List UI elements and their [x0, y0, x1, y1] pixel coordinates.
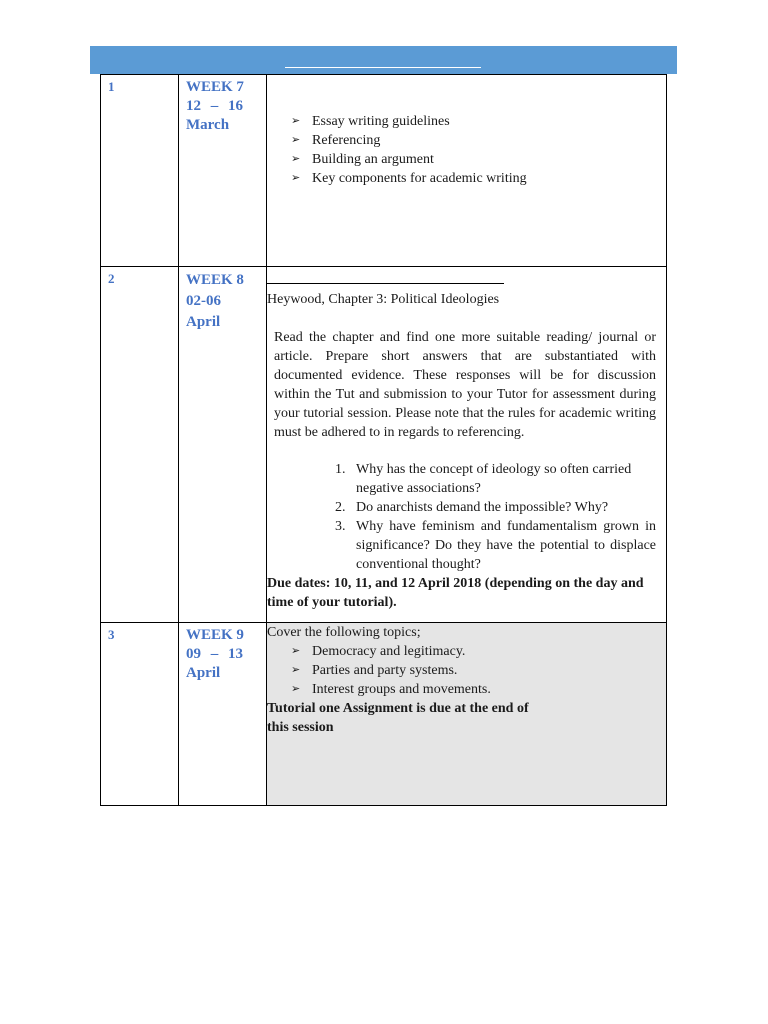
week-month: March: [186, 117, 230, 133]
topics-intro: Cover the following topics;: [267, 625, 421, 640]
list-item: ➢ Democracy and legitimacy.: [267, 642, 666, 661]
week-label: WEEK 7: [186, 79, 244, 95]
week-label: WEEK 9: [186, 627, 244, 643]
list-item: [267, 517, 666, 574]
table-row: [101, 623, 667, 806]
week-dates: 12 – 16: [186, 98, 243, 114]
table-header-bar: [90, 46, 677, 74]
reading-title: Heywood, Chapter 3: Political Ideologies: [267, 292, 500, 307]
content-cell: [267, 75, 667, 267]
topic-list: [267, 112, 666, 188]
question-text: Why have feminism and fundamentalism grown in significance? Do they have the potential to displace conventional thought?: [356, 519, 656, 572]
week-label: WEEK 8: [186, 272, 244, 288]
week-month: April: [186, 314, 221, 330]
week-cell: [179, 75, 267, 267]
row-number: 1: [101, 75, 179, 267]
header-underline: [285, 67, 481, 68]
question-text: Do anarchists demand the impossible? Why?: [356, 500, 609, 515]
list-item: ➢ Building an argument: [267, 150, 666, 169]
week-dates: 02-06: [186, 293, 221, 309]
question-number: 3.: [335, 519, 346, 534]
list-item: [267, 498, 666, 517]
question-number: 1.: [335, 462, 346, 477]
list-item: ➢ Parties and party systems.: [267, 661, 666, 680]
assignment-note: Tutorial one Assignment is due at the end of this session: [267, 701, 529, 735]
instructions-paragraph: Read the chapter and find one more suitable reading/ journal or article. Prepare short answers that are substantiated with documented evidence. These responses will be for discussion within the Tut and submission to your Tutor for assessment during your tutorial session. Please note that the rules for academic writing must be adhered to in regards to referencing.: [274, 330, 656, 440]
schedule-table: [100, 74, 667, 806]
row-number: 3: [101, 623, 179, 806]
list-item: ➢ Interest groups and movements.: [267, 680, 666, 699]
week-cell: [179, 623, 267, 806]
table-row: [101, 267, 667, 623]
table-row: [101, 75, 667, 267]
due-dates: Due dates: 10, 11, and 12 April 2018 (depending on the day and time of your tutorial).: [267, 576, 644, 610]
list-item: ➢ Key components for academic writing: [267, 169, 666, 188]
topic-list: [267, 642, 666, 699]
content-cell: [267, 267, 667, 623]
question-list: [267, 460, 666, 574]
week-month: April: [186, 665, 221, 681]
content-cell: [267, 623, 667, 806]
list-item: ➢ Essay writing guidelines: [267, 112, 666, 131]
row-number: 2: [101, 267, 179, 623]
reading-rule: [267, 283, 504, 284]
list-item: ➢ Referencing: [267, 131, 666, 150]
question-text: Why has the concept of ideology so often carried negative associations?: [356, 462, 632, 496]
week-cell: [179, 267, 267, 623]
question-number: 2.: [335, 500, 346, 515]
week-dates: 09 – 13: [186, 646, 243, 662]
list-item: [267, 460, 666, 498]
